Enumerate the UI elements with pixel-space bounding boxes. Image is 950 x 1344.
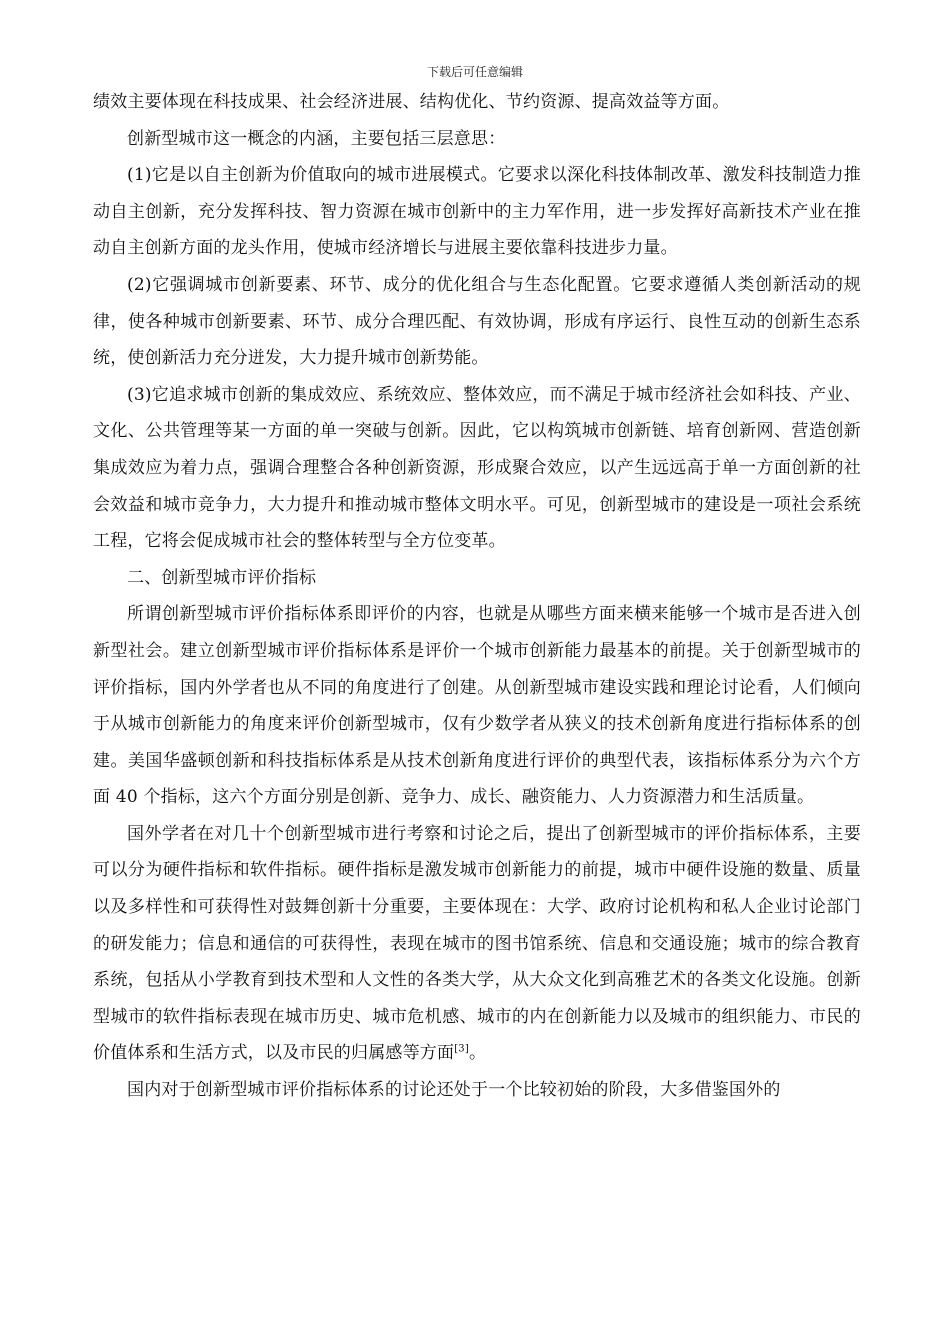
paragraph-text: 国外学者在对几十个创新型城市进行考察和讨论之后，提出了创新型城市的评价指标体系，主要可以分为硬件指标和软件指标。硬件指标是激发城市创新能力的前提，城市中硬件设施的数量、质量以及多样性和可获得性对鼓舞创新十分重要，主要体现在：大学、政府讨论机构和私人企业讨论部门的研发能力；信息和通信的可获得性，表现在城市的图书馆系统、信息和交通设施；城市的综合教育系统，包括从小学教育到技术型和人文性的各类大学，从大众文化到高雅艺术的各类文化设施。创新型城市的软件指标表现在城市历史、城市危机感、城市的内在创新能力以及城市的组织能力、市民的价值体系和生活方式，以及市民的归属感等方面: [93, 823, 861, 1064]
paragraph: (1)它是以自主创新为价值取向的城市进展模式。它要求以深化科技体制改革、激发科技制造力推动自主创新，充分发挥科技、智力资源在城市创新中的主力军作用，进一步发挥好高新技术产业在推动自主创新方面的龙头作用，使城市经济增长与进展主要依靠科技进步力量。: [93, 165, 861, 259]
paragraph-end-punctuation: 。: [468, 1043, 487, 1064]
paragraph: [93, 816, 861, 1072]
section-heading: 二、创新型城市评价指标: [127, 567, 317, 588]
page-header: 下载后可任意编辑: [426, 65, 523, 79]
paragraph: (3)它追求城市创新的集成效应、系统效应、整体效应，而不满足于城市经济社会如科技、产业、文化、公共管理等某一方面的单一突破与创新。因此，它以构筑城市创新链、培育创新网、营造创新集成效应为着力点，强调合理整合各种创新资源，形成聚合效应，以产生远远高于单一方面创新的社会效益和城市竞争力，大力提升和推动城市整体文明水平。可见，创新型城市的建设是一项社会系统工程，它将会促成城市社会的整体转型与全方位变革。: [93, 384, 861, 552]
paragraph: 绩效主要体现在科技成果、社会经济进展、结构优化、节约资源、提高效益等方面。: [93, 92, 730, 112]
paragraph: 国内对于创新型城市评价指标体系的讨论还处于一个比较初始的阶段，大多借鉴国外的: [127, 1080, 781, 1101]
document-body: [93, 84, 861, 1109]
citation-reference: [3]: [454, 1043, 469, 1055]
paragraph: 所谓创新型城市评价指标体系即评价的内容，也就是从哪些方面来横来能够一个城市是否进入创新型社会。建立创新型城市评价指标体系是评价一个城市创新能力最基本的前提。关于创新型城市的评价指标，国内外学者也从不同的角度进行了创建。从创新型城市建设实践和理论讨论看，人们倾向于从城市创新能力的角度来评价创新型城市，仅有少数学者从狭义的技术创新角度进行指标体系的创建。美国华盛顿创新和科技指标体系是从技术创新角度进行评价的典型代表，该指标体系分为六个方面 40 个指标，这六个方面分别是创新、竞争力、成长、融资能力、人力资源潜力和生活质量。: [93, 604, 861, 808]
paragraph: (2)它强调城市创新要素、环节、成分的优化组合与生态化配置。它要求遵循人类创新活动的规律，使各种城市创新要素、环节、成分合理匹配、有效协调，形成有序运行、良性互动的创新生态系统，使创新活力充分迸发，大力提升城市创新势能。: [93, 274, 861, 369]
paragraph: 创新型城市这一概念的内涵，主要包括三层意思：: [127, 128, 506, 149]
